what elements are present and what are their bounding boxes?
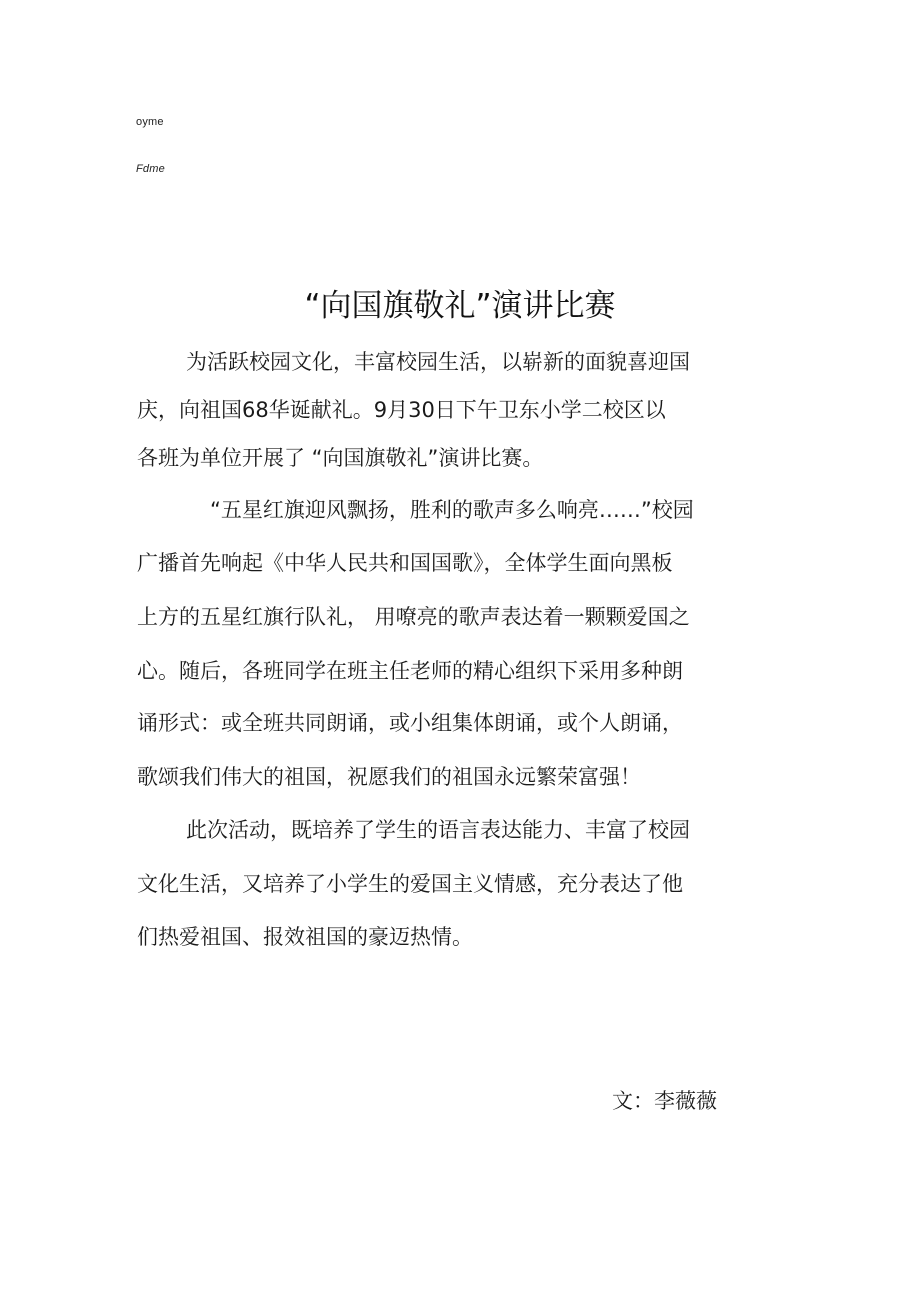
paragraph-2-line-3: 上方的五星红旗行队礼， 用嘹亮的歌声表达着一颗颗爱国之 [137, 605, 690, 629]
paragraph-2-line-4: 心。随后，各班同学在班主任老师的精心组织下采用多种朗 [137, 659, 683, 683]
paragraph-1-line-2: 庆，向祖国68华诞献礼。9月30日下午卫东小学二校区以 [137, 398, 666, 422]
header-code-oyme: oyme [136, 116, 164, 128]
paragraph-2-line-1: “五星红旗迎风飘扬，胜利的歌声多么响亮……”校园 [210, 498, 694, 522]
article-title: “向国旗敬礼”演讲比赛 [304, 288, 616, 324]
paragraph-1-line-1: 为活跃校园文化，丰富校园生活，以崭新的面貌喜迎国 [186, 350, 690, 374]
header-code-fdme: Fdme [136, 163, 165, 175]
paragraph-1-line-3: 各班为单位开展了 “向国旗敬礼”演讲比赛。 [137, 446, 544, 470]
paragraph-3-line-3: 们热爱祖国、报效祖国的豪迈热情。 [137, 925, 473, 949]
author-signature: 文：李薇薇 [612, 1089, 717, 1113]
paragraph-3-line-1: 此次活动，既培养了学生的语言表达能力、丰富了校园 [186, 818, 690, 842]
paragraph-3-line-2: 文化生活，又培养了小学生的爱国主义情感，充分表达了他 [137, 872, 683, 896]
paragraph-2-line-5: 诵形式：或全班共同朗诵，或小组集体朗诵，或个人朗诵， [137, 711, 683, 735]
paragraph-2-line-2: 广播首先响起《中华人民共和国国歌》，全体学生面向黑板 [137, 551, 673, 575]
paragraph-2-line-6: 歌颂我们伟大的祖国，祝愿我们的祖国永远繁荣富强！ [137, 765, 641, 789]
